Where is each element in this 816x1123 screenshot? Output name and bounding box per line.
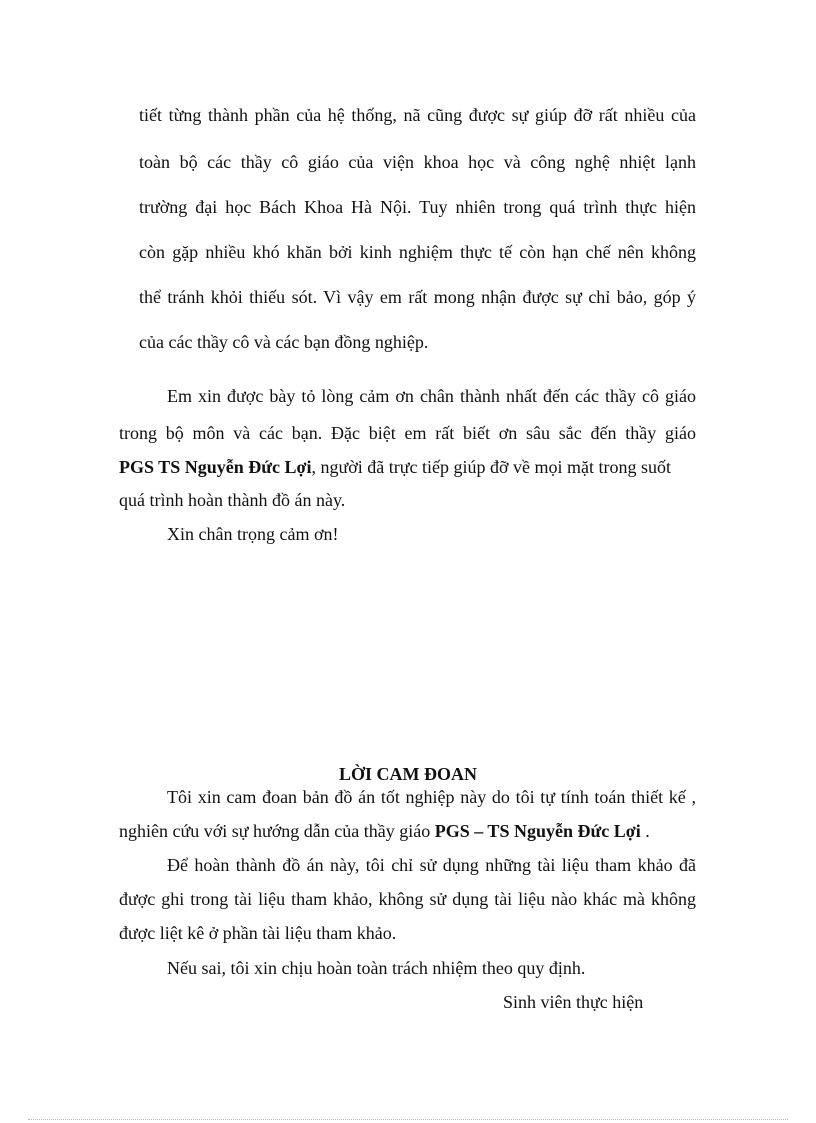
ack-para1-line-3: trường đại học Bách Khoa Hà Nội. Tuy nhiên trong quá trình thực hiện xyxy=(139,197,696,217)
thanks-line: Xin chân trọng cảm ơn! xyxy=(167,524,339,544)
ack-para2-line-4: quá trình hoàn thành đồ án này. xyxy=(119,490,346,510)
declaration-line-5: được liệt kê ở phần tài liệu tham khảo. xyxy=(119,923,397,943)
declaration-title: LỜI CAM ĐOAN xyxy=(339,764,477,784)
ack-para1-line-6: của các thầy cô và các bạn đồng nghiệp. xyxy=(139,332,429,352)
ack-para2-line-1: Em xin được bày tỏ lòng cảm ơn chân thành nhất đến các thầy cô giáo xyxy=(167,386,696,406)
declaration-advisor-bold: PGS – TS Nguyễn Đức Lợi xyxy=(434,821,641,841)
ack-para1-line-2: toàn bộ các thầy cô giáo của viện khoa học và công nghệ nhiệt lạnh xyxy=(139,152,696,172)
ack-para2-line-3-rest: , người đã trực tiếp giúp đỡ về mọi mặt trong suốt xyxy=(311,457,671,477)
declaration-line-6: Nếu sai, tôi xin chịu hoàn toàn trách nhiệm theo quy định. xyxy=(167,958,586,978)
signature-label: Sinh viên thực hiện xyxy=(503,992,644,1012)
declaration-line-2-end: . xyxy=(640,821,650,841)
declaration-line-4: được ghi trong tài liệu tham khảo, không sử dụng tài liệu nào khác mà không xyxy=(119,889,696,909)
declaration-line-2 xyxy=(119,819,650,843)
declaration-line-3: Để hoàn thành đồ án này, tôi chỉ sử dụng những tài liệu tham khảo đã xyxy=(167,855,696,875)
advisor-name-bold: PGS TS Nguyễn Đức Lợi xyxy=(119,457,312,477)
ack-para2-line-2: trong bộ môn và các bạn. Đặc biệt em rất biết ơn sâu sắc đến thầy giáo xyxy=(119,423,696,443)
page-bottom-rule xyxy=(28,1119,788,1120)
ack-para1-line-5: thể tránh khỏi thiếu sót. Vì vậy em rất mong nhận được sự chỉ bảo, góp ý xyxy=(139,287,696,307)
ack-para1-line-4: còn gặp nhiều khó khăn bởi kinh nghiệm thực tế còn hạn chế nên không xyxy=(139,242,696,262)
declaration-line-2-start: nghiên cứu với sự hướng dẫn của thầy giáo xyxy=(119,821,435,841)
ack-para1-line-1: tiết từng thành phần của hệ thống, nã cũng được sự giúp đỡ rất nhiều của xyxy=(139,105,696,125)
ack-para2-line-3 xyxy=(119,455,696,479)
declaration-line-1: Tôi xin cam đoan bản đồ án tốt nghiệp này do tôi tự tính toán thiết kế , xyxy=(167,787,696,807)
